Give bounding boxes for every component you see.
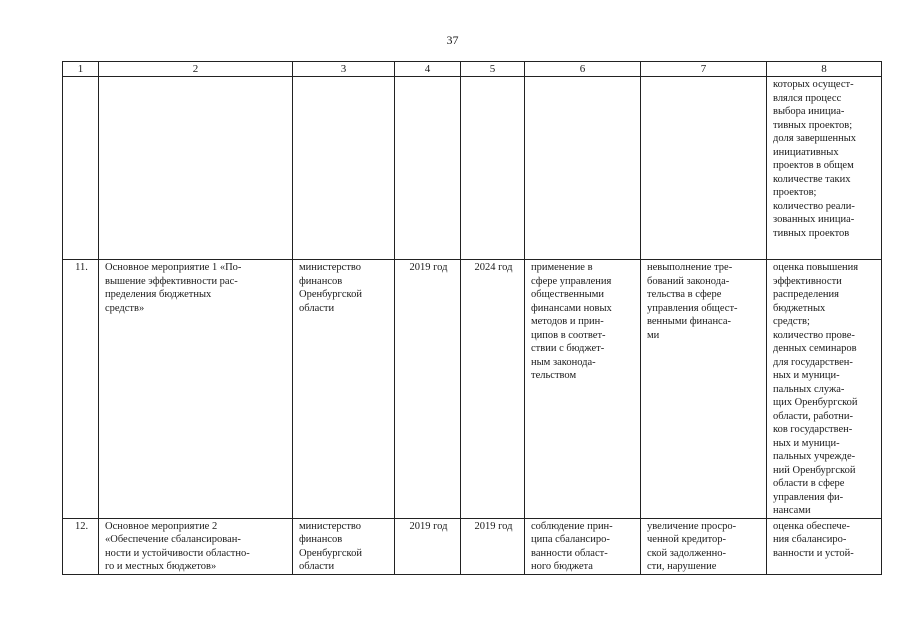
executor: министерство финансов Оренбургской области (299, 520, 362, 572)
table-cell (525, 77, 641, 260)
table-cell (63, 77, 99, 260)
table-row-continuation (63, 77, 882, 260)
table-cell (99, 77, 293, 260)
result-cell (525, 518, 641, 574)
header-cell-3: 3 (293, 62, 395, 77)
expected-result: применение в сфере управления общественными финансами новых методов и прин- ципов в соответ- ствии с бюджет- ным законода- тельством (531, 262, 612, 381)
indicators-cell (767, 518, 882, 574)
consequences-cell (641, 518, 767, 574)
executor-cell (293, 260, 395, 519)
header-cell-2: 2 (99, 62, 293, 77)
table-cell (293, 77, 395, 260)
page-number: 37 (446, 33, 459, 47)
indicators-cell (767, 260, 882, 519)
non-implementation-consequences: увеличение просро- ченной кредитор- ской задолженно- сти, нарушение (647, 520, 737, 572)
measure-name-cell (99, 260, 293, 519)
table-header-row (63, 62, 882, 77)
executor-cell (293, 518, 395, 574)
header-cell-5: 5 (461, 62, 525, 77)
executor: министерство финансов Оренбургской области (299, 262, 362, 314)
table-row (63, 260, 882, 519)
header-cell-7: 7 (641, 62, 767, 77)
measures-table (62, 61, 882, 575)
header-cell-4: 4 (395, 62, 461, 77)
table-row (63, 518, 882, 574)
header-cell-1: 1 (63, 62, 99, 77)
measure-name: Основное мероприятие 1 «По- вышение эффективности рас- пределения бюджетных средств» (105, 262, 242, 314)
row-number: 12. (63, 518, 99, 574)
table-cell (461, 77, 525, 260)
start-year: 2019 год (395, 518, 461, 574)
result-cell (525, 260, 641, 519)
indicators-text: которых осущест- влялся процесс выбора инициа- тивных проектов; доля завершенных инициативных проектов в общем количестве таких проектов; количество реали- зованных инициа- тивных проектов (773, 79, 857, 239)
end-year: 2024 год (461, 260, 525, 519)
non-implementation-consequences: невыполнение тре- бований законода- тельства в сфере управления общест- венными финанса- ми (647, 262, 738, 341)
expected-result: соблюдение прин- ципа сбалансиро- ванности област- ного бюджета (531, 520, 613, 572)
table-cell (641, 77, 767, 260)
consequences-cell (641, 260, 767, 519)
start-year: 2019 год (395, 260, 461, 519)
row-number: 11. (63, 260, 99, 519)
indicators-text: оценка повышения эффективности распределения бюджетных средств; количество прове- денных семинаров для государствен- ных и муници- пальных служа- щих Оренбургской области, работни- ков государствен- ных и муници- пальных учрежде- ний Оренбургской области в сфере управления фи- нансами (773, 262, 859, 516)
measure-name-cell (99, 518, 293, 574)
indicators-text: оценка обеспече- ния сбалансиро- ванности и устой- (773, 520, 854, 559)
end-year: 2019 год (461, 518, 525, 574)
table-cell-indicators (767, 77, 882, 260)
header-cell-6: 6 (525, 62, 641, 77)
header-cell-8: 8 (767, 62, 882, 77)
table-cell (395, 77, 461, 260)
measure-name: Основное мероприятие 2 «Обеспечение сбалансирован- ности и устойчивости областно- го и местных бюджетов» (105, 520, 250, 572)
